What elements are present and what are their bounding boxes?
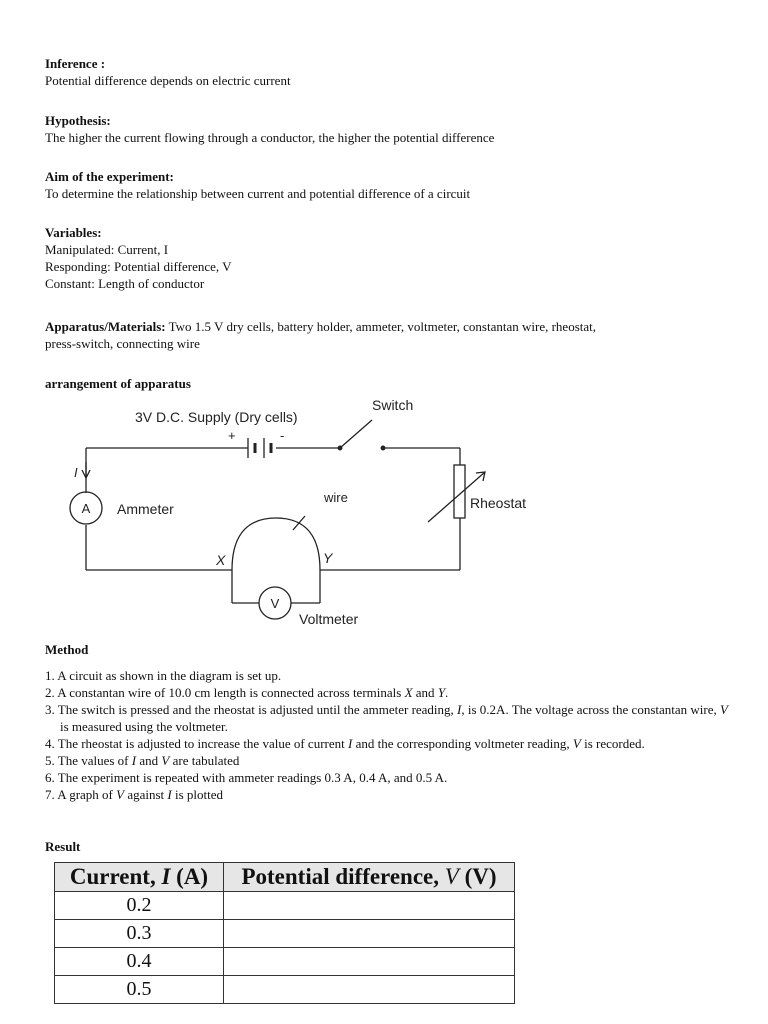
switch-icon: [338, 420, 385, 450]
method-step-4: 4. The rheostat is adjusted to increase the value of current I and the corresponding voltmeter reading, V is recorded.: [45, 736, 645, 751]
result-heading: Result: [45, 839, 81, 854]
method-step-1: 1. A circuit as shown in the diagram is set up.: [45, 668, 282, 683]
column-header-pd: Potential difference, V (V): [224, 863, 515, 892]
current-cell: 0.4: [55, 948, 224, 976]
result-header-row: [55, 863, 515, 892]
battery-icon: [248, 438, 271, 458]
switch-label: Switch: [372, 397, 414, 413]
current-cell: 0.3: [55, 920, 224, 948]
rheostat-label: Rheostat: [470, 495, 527, 511]
apparatus-section: [45, 318, 596, 352]
hypothesis-section: [45, 112, 494, 146]
method-heading: Method: [45, 642, 89, 657]
current-arrow-icon: [82, 462, 90, 478]
table-row: [55, 976, 515, 1004]
arrangement-heading: arrangement of apparatus: [45, 376, 191, 391]
aim-text: To determine the relationship between current and potential difference of a circuit: [45, 186, 471, 201]
voltmeter-symbol: V: [270, 596, 280, 611]
hypothesis-text: The higher the current flowing through a conductor, the higher the potential difference: [45, 130, 495, 145]
ammeter-symbol: A: [81, 501, 91, 516]
current-cell: 0.5: [55, 976, 224, 1004]
variable-responding: Responding: Potential difference, V: [45, 259, 232, 274]
method-list: [45, 667, 735, 803]
variables-section: [45, 224, 232, 292]
battery-minus-label: -: [280, 428, 285, 443]
method-step-2: 2. A constantan wire of 10.0 cm length is connected across terminals X and Y.: [45, 685, 449, 700]
result-table: [54, 862, 515, 1004]
aim-heading: Aim of the experiment:: [45, 169, 174, 184]
ammeter-label: Ammeter: [117, 501, 174, 517]
voltmeter-label: Voltmeter: [299, 611, 359, 627]
method-step-3: 3. The switch is pressed and the rheostat is adjusted until the ammeter reading, I, is 0.2A. The voltage across the constantan wire, V is measured using the voltmeter.: [45, 702, 728, 734]
terminal-x-label: X: [216, 552, 226, 568]
table-row: [55, 948, 515, 976]
wire-label: wire: [324, 490, 348, 505]
method-step-5: 5. The values of I and V are tabulated: [45, 753, 240, 768]
wire-pointer-line: [293, 516, 305, 530]
hypothesis-heading: Hypothesis:: [45, 113, 111, 128]
battery-plus-label: +: [228, 428, 236, 443]
pd-cell: [224, 948, 515, 976]
method-step-7: 7. A graph of V against I is plotted: [45, 787, 224, 802]
inference-text: Potential difference depends on electric current: [45, 73, 291, 88]
current-cell: 0.2: [55, 892, 224, 920]
apparatus-heading: Apparatus/Materials:: [45, 319, 166, 334]
variables-heading: Variables:: [45, 225, 102, 240]
pd-cell: [224, 892, 515, 920]
aim-section: [45, 168, 470, 202]
inference-heading: Inference :: [45, 56, 106, 71]
apparatus-line1: Two 1.5 V dry cells, battery holder, ammeter, voltmeter, constantan wire, rheostat,: [168, 319, 596, 334]
supply-label: 3V D.C. Supply (Dry cells): [135, 409, 298, 425]
table-row: [55, 920, 515, 948]
table-row: [55, 892, 515, 920]
column-header-current: Current, I (A): [55, 863, 224, 892]
variable-manipulated: Manipulated: Current, I: [45, 242, 169, 257]
current-symbol-label: I: [74, 465, 78, 480]
variable-constant: Constant: Length of conductor: [45, 276, 205, 291]
apparatus-line2: press-switch, connecting wire: [45, 336, 200, 351]
pd-cell: [224, 976, 515, 1004]
inference-section: [45, 55, 291, 89]
circuit-diagram: [0, 390, 768, 640]
constantan-wire-icon: [232, 518, 320, 570]
pd-cell: [224, 920, 515, 948]
rheostat-icon: [428, 465, 485, 522]
terminal-y-label: Y: [323, 550, 333, 566]
method-step-6: 6. The experiment is repeated with ammeter readings 0.3 A, 0.4 A, and 0.5 A.: [45, 770, 448, 785]
